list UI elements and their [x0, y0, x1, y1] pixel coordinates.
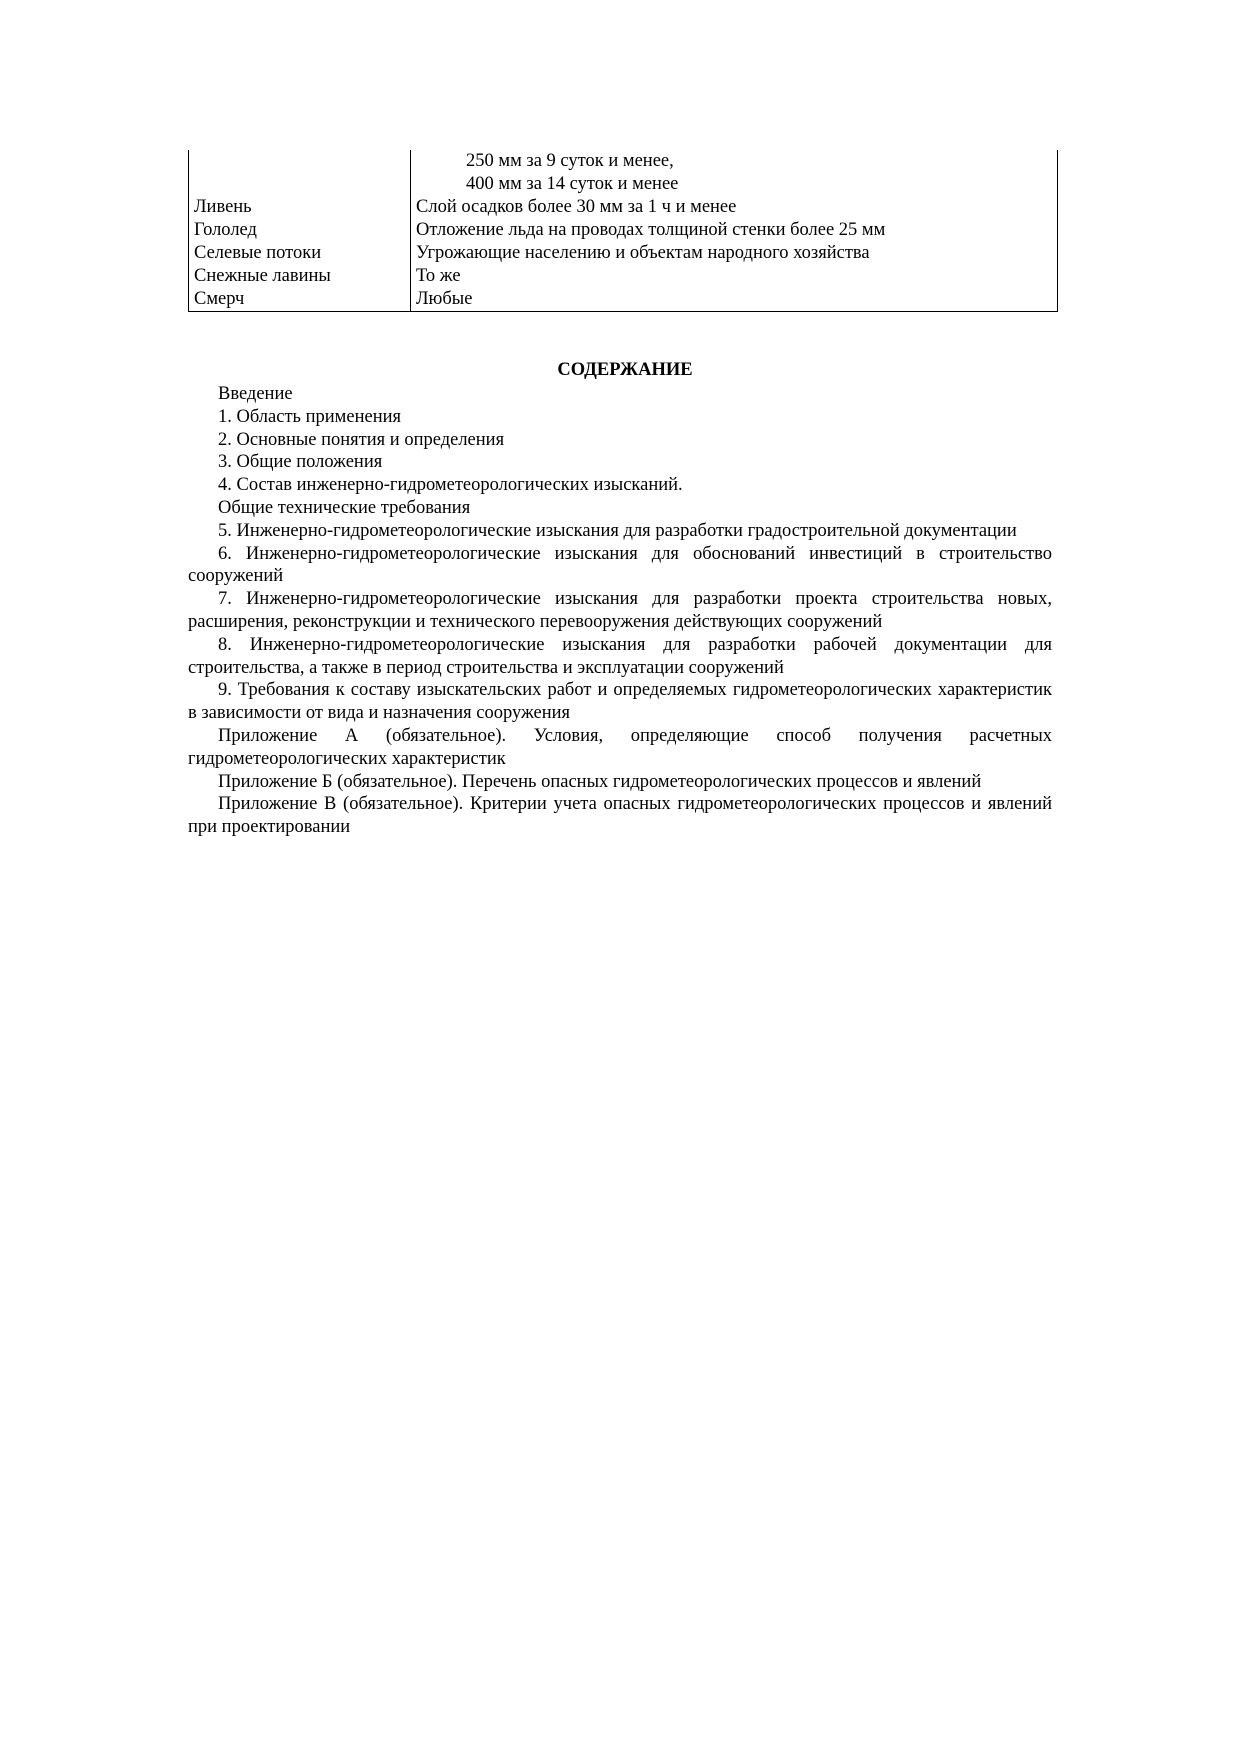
table-row: [189, 265, 1058, 288]
toc-list: [188, 383, 1052, 839]
phenomenon-cell: [189, 150, 411, 196]
toc-item: Приложение Б (обязательное). Перечень опасных гидрометеорологических процессов и явлений: [218, 771, 982, 792]
toc-item: 7. Инженерно-гидрометеорологические изыскания для разработки проекта строительства новых, расширения, реконструкции и технического перевооружения действующих сооружений: [188, 589, 1052, 632]
phenomenon-cell: Селевые потоки: [189, 242, 411, 265]
phenomenon-cell: Ливень: [189, 196, 411, 219]
phenomenon-cell: Смерч: [189, 288, 411, 312]
toc-item: 4. Состав инженерно-гидрометеорологических изысканий.: [218, 475, 683, 496]
toc-item: 3. Общие положения: [218, 452, 383, 473]
toc-item: 6. Инженерно-гидрометеорологические изыскания для обоснований инвестиций в строительство сооружений: [188, 543, 1052, 587]
table-row: [189, 196, 1058, 219]
toc-item: 1. Область применения: [218, 406, 402, 427]
toc-item: 8. Инженерно-гидрометеорологические изыскания для разработки рабочей документации для строительства, а также в период строительства и эксплуатации сооружений: [188, 634, 1052, 678]
toc-item: 2. Основные понятия и определения: [218, 429, 505, 450]
criterion-cell: Слой осадков более 30 мм за 1 ч и менее: [411, 196, 1058, 219]
criterion-cell: Угрожающие населению и объектам народного хозяйства: [411, 242, 1058, 265]
criterion-cell: [411, 150, 1058, 196]
table-row: [189, 219, 1058, 242]
criterion-cell: Любые: [411, 288, 1058, 312]
hazard-criteria-table: [188, 150, 1058, 312]
table-row-continuation: [189, 150, 1058, 196]
criterion-cell: Отложение льда на проводах толщиной стенки более 25 мм: [411, 219, 1058, 242]
toc-item: Общие технические требования: [218, 497, 471, 518]
table-of-contents: [188, 358, 1052, 839]
criterion-cell: То же: [411, 265, 1058, 288]
continuation-line: 400 мм за 14 суток и менее: [466, 174, 679, 194]
toc-item: 9. Требования к составу изыскательских работ и определяемых гидрометеорологических характеристик в зависимости от вида и назначения сооружения: [188, 680, 1052, 724]
table-row: [189, 288, 1058, 312]
toc-item: 5. Инженерно-гидрометеорологические изыскания для разработки градостроительной документации: [218, 520, 1017, 541]
phenomenon-cell: Гололед: [189, 219, 411, 242]
phenomenon-cell: Снежные лавины: [189, 265, 411, 288]
toc-title: СОДЕРЖАНИЕ: [557, 360, 693, 380]
continuation-line: 250 мм за 9 суток и менее,: [466, 151, 674, 171]
toc-item: Приложение В (обязательное). Критерии учета опасных гидрометеорологических процессов и явлений при проектировании: [188, 794, 1052, 838]
toc-item: Введение: [218, 384, 293, 404]
table-row: [189, 242, 1058, 265]
toc-item: Приложение А (обязательное). Условия, определяющие способ получения расчетных гидрометеорологических характеристик: [188, 725, 1052, 769]
